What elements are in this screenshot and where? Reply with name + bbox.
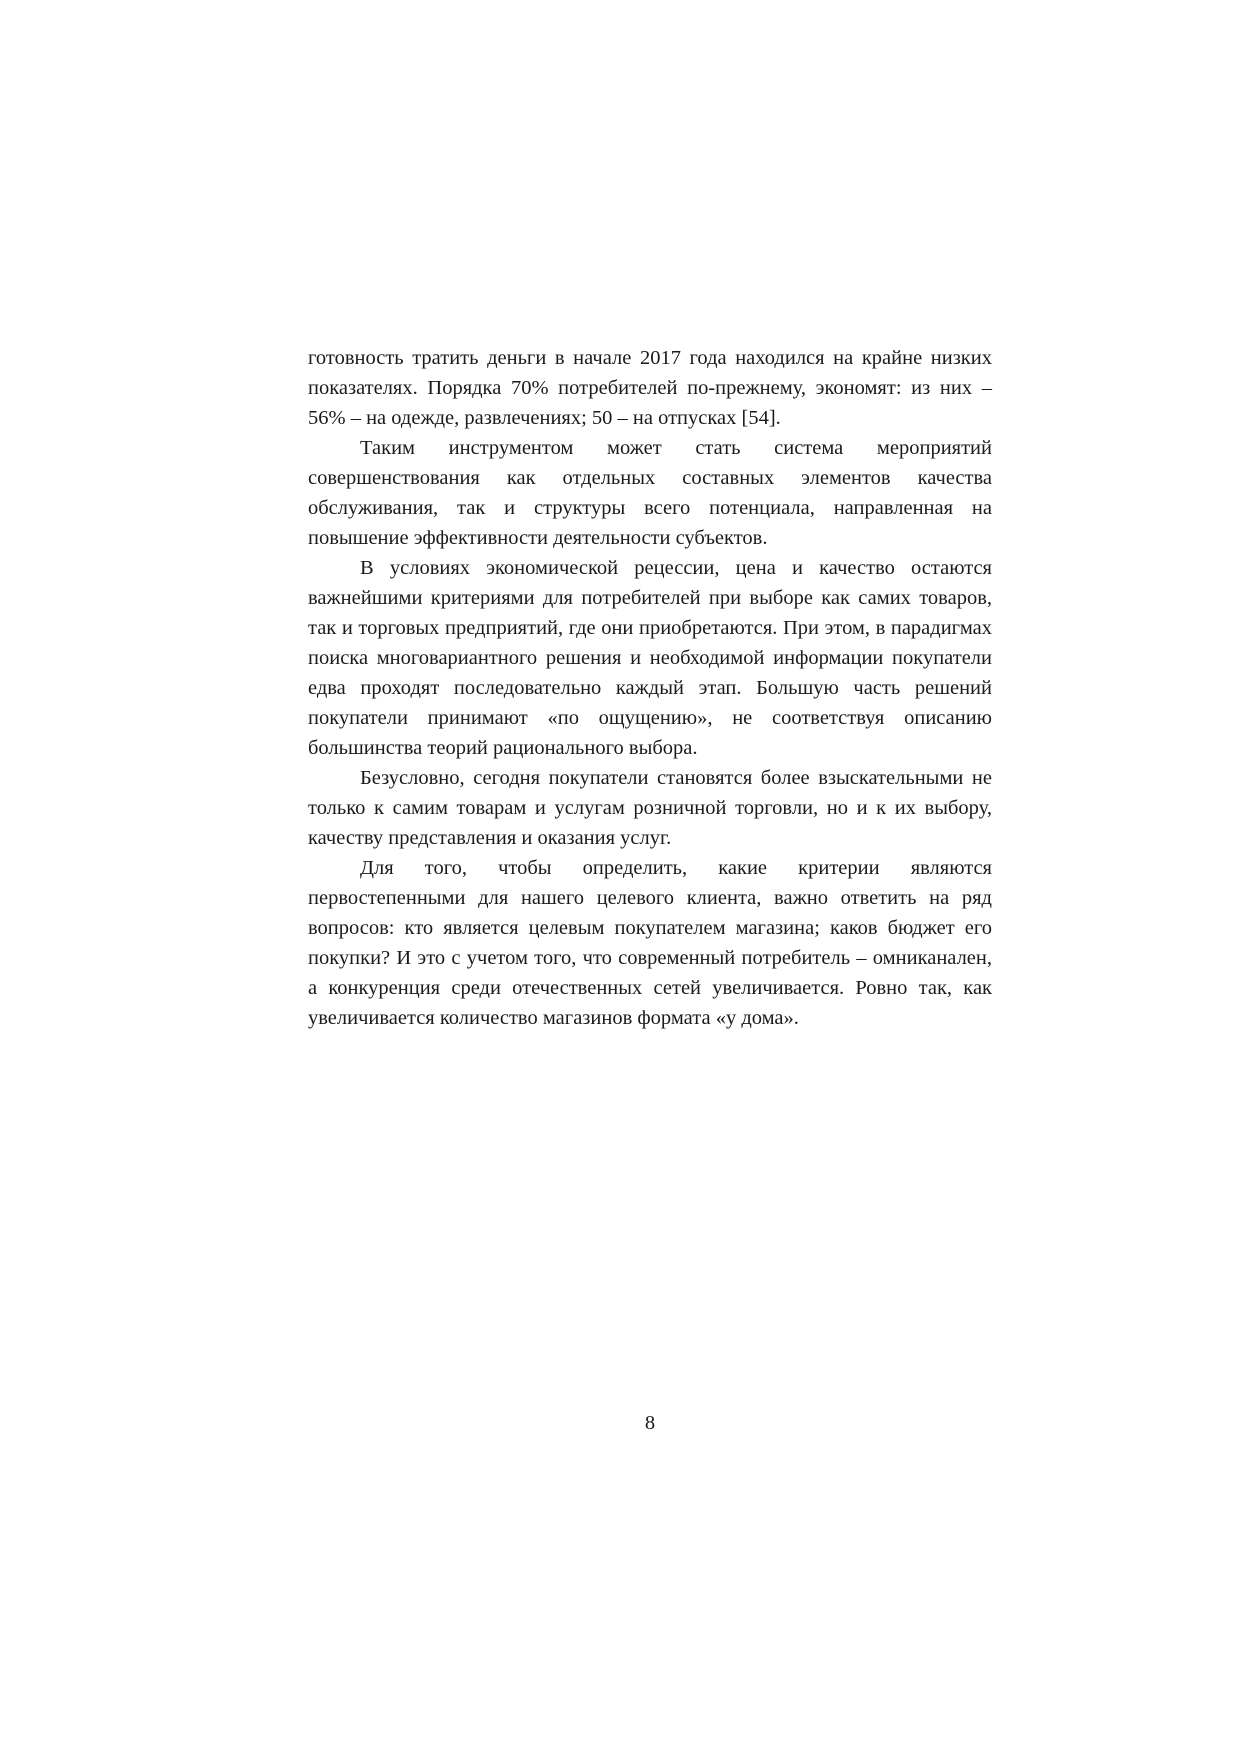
paragraph: Безусловно, сегодня покупатели становятся более взыскательными не только к самим товарам и услугам розничной торговли, но и к их выбору, качеству представления и оказания услуг. (308, 767, 992, 849)
body-text (308, 343, 992, 1033)
paragraph: Для того, чтобы определить, какие критерии являются первостепенными для нашего целевого клиента, важно ответить на ряд вопросов: кто является целевым покупателем магазина; каков бюджет его покупки? И это с учетом того, что современный потребитель – омниканален, а конкуренция среди отечественных сетей увеличивается. Ровно так, как увеличивается количество магазинов формата «у дома». (308, 857, 992, 1029)
paragraph: Таким инструментом может стать система мероприятий совершенствования как отдельных составных элементов качества обслуживания, так и структуры всего потенциала, направленная на повышение эффективности деятельности субъектов. (308, 437, 992, 549)
page-number: 8 (644, 1412, 656, 1434)
paragraph-continuation: готовность тратить деньги в начале 2017 года находился на крайне низких показателях. Порядка 70% потребителей по-прежнему, экономят: из них – 56% – на одежде, развлечениях; 50 – на отпусках [54]. (308, 347, 992, 429)
paragraph: В условиях экономической рецессии, цена и качество остаются важнейшими критериями для потребителей при выборе как самих товаров, так и торговых предприятий, где они приобретаются. При этом, в парадигмах поиска многовариантного решения и необходимой информации покупатели едва проходят последовательно каждый этап. Большую часть решений покупатели принимают «по ощущению», не соответствуя описанию большинства теорий рационального выбора. (308, 557, 992, 759)
